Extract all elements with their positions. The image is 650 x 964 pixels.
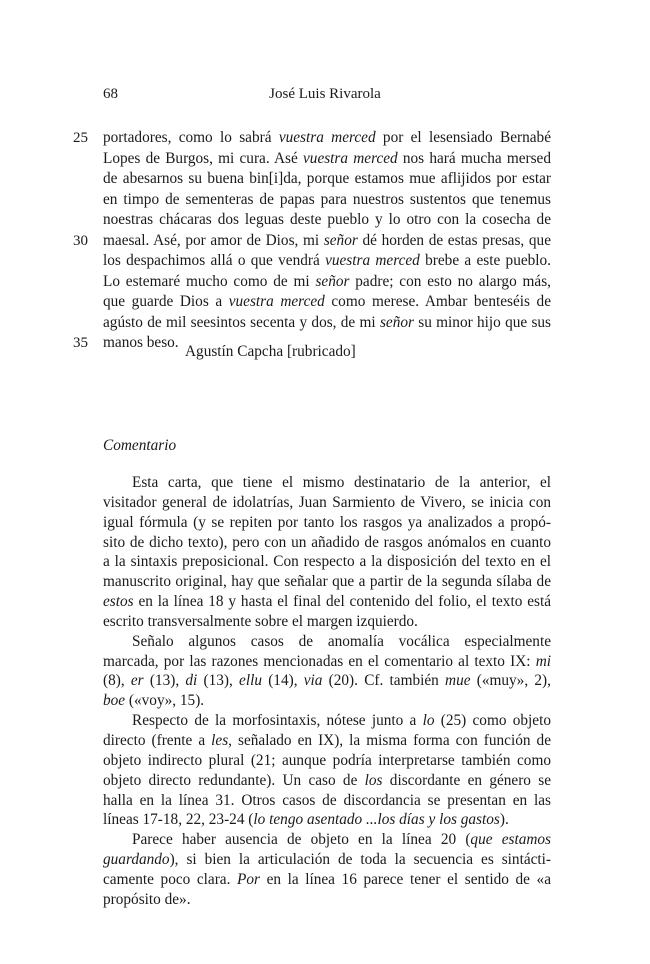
- italic-text: lo: [422, 712, 435, 730]
- italic-text: er: [130, 672, 144, 690]
- text-run: noestras chácaras dos leguas deste pueblo y lo otro con la cosecha de: [103, 211, 551, 228]
- comment-body: [103, 473, 551, 910]
- text-run: maesal. Asé, por amor de Dios, mi: [103, 231, 324, 249]
- text-run: ), si bien la articulación de toda la secuencia es sintácti-: [169, 851, 551, 869]
- text-run: halla en la línea 31. Otros casos de discordancia se presentan en las: [103, 791, 551, 809]
- italic-text: guardando: [103, 851, 170, 869]
- italic-text: señor: [315, 272, 350, 290]
- text-run: discordante en género se: [382, 771, 551, 789]
- text-run: manuscrito original, hay que señalar que a partir de la segunda sílaba de: [103, 573, 551, 591]
- text-run: Lo estemaré mucho como de mi: [103, 272, 316, 290]
- text-run: que guarde Dios a: [103, 293, 229, 310]
- comment-line: [103, 810, 551, 830]
- italic-text: mue: [445, 672, 471, 690]
- italic-text: señor: [323, 231, 358, 249]
- comment-line: [103, 513, 551, 533]
- italic-text: via: [303, 672, 323, 690]
- text-run: camente poco clara.: [103, 870, 238, 888]
- text-run: manos beso.: [103, 334, 179, 351]
- text-run: brebe a este pueblo.: [419, 252, 552, 269]
- text-run: (25) como objeto: [434, 712, 551, 730]
- transcription-line: [73, 128, 551, 149]
- italic-text: vuestra merced: [325, 252, 420, 269]
- text-run: dé horden de estas presas, que: [357, 231, 551, 249]
- comment-line: [103, 751, 551, 771]
- comment-line: [103, 552, 551, 572]
- text-run: a la sintaxis preposicional. Con respecto a la disposición del texto en el: [103, 553, 551, 571]
- italic-text: boe: [103, 692, 126, 710]
- text-run: , señalado en IX), la misma forma con función de: [228, 731, 551, 749]
- italic-text: vuestra merced: [303, 149, 398, 167]
- text-run: («muy», 2),: [470, 672, 551, 690]
- comment-line: [103, 612, 551, 632]
- italic-text: que estamos: [470, 831, 551, 849]
- text-run: marcada, por las razones mencionadas en el comentario al texto IX:: [103, 652, 536, 670]
- transcription-line: [103, 313, 551, 334]
- comment-line: [103, 771, 551, 791]
- italic-text: Por: [237, 870, 260, 888]
- comment-line: [103, 533, 551, 553]
- comment-line: [103, 850, 551, 870]
- transcription-line: [103, 190, 551, 211]
- comment-line: [103, 632, 551, 652]
- text-run: en la línea 18 y hasta el final del contenido del folio, el texto está: [133, 593, 551, 611]
- comment-line: [103, 791, 551, 811]
- comment-line: [103, 473, 551, 493]
- text-run: (20). Cf. también: [322, 672, 446, 690]
- comment-line: [103, 890, 551, 910]
- italic-text: vuestra merced: [278, 129, 376, 146]
- transcription-line: [103, 210, 551, 231]
- text-run: líneas 17-18, 22, 23-24 (: [103, 811, 254, 829]
- text-run: portadores, como lo sabrá: [103, 129, 279, 146]
- transcription-line: [73, 231, 551, 252]
- text-run: (13),: [197, 672, 240, 690]
- text-run: sito de dicho texto), pero con un añadido de rasgos anómalos en cuanto: [103, 533, 551, 551]
- comment-line: [103, 652, 551, 672]
- transcription-line: [103, 251, 551, 272]
- text-run: (13),: [143, 672, 186, 690]
- comment-line: [103, 830, 551, 850]
- comment-line: [103, 493, 551, 513]
- italic-text: señor: [379, 313, 414, 331]
- text-run: Esta carta, que tiene el mismo destinatario de la anterior, el: [132, 474, 551, 491]
- text-run: visitador general de idolatrías, Juan Sarmiento de Vivero, se inicia con: [103, 493, 551, 511]
- line-number: 35: [73, 335, 88, 351]
- text-run: agústo de mil seesintos secenta y dos, de mi: [103, 313, 380, 331]
- transcription-line: [103, 272, 551, 293]
- text-run: propósito de».: [103, 890, 191, 908]
- text-run: los despachimos allá o que vendrá: [103, 252, 326, 269]
- italic-text: vuestra merced: [228, 293, 325, 310]
- text-run: escrito transversalmente sobre el margen izquierdo.: [103, 612, 418, 630]
- text-run: ).: [499, 811, 509, 829]
- text-run: por el lesensiado Bernabé: [375, 129, 551, 146]
- signature: Agustín Capcha [rubricado]: [185, 343, 356, 360]
- comment-title: Comentario: [103, 437, 177, 454]
- comment-line: [103, 731, 551, 751]
- comment-line: [103, 592, 551, 612]
- italic-text: estos: [103, 593, 134, 611]
- text-run: en la línea 16 parece tener el sentido de «a: [259, 870, 551, 888]
- page-number: 68: [103, 86, 118, 102]
- comment-line: [103, 671, 551, 691]
- text-run: objeto directo redundante). Un caso de: [103, 771, 365, 789]
- italic-text: los: [364, 771, 383, 789]
- text-run: objeto indirecto plural (21; aunque podría interpretarse también como: [103, 751, 551, 769]
- italic-text: di: [185, 672, 198, 690]
- transcription-block: [73, 128, 552, 354]
- text-run: Respecto de la morfosintaxis, nótese junto a: [132, 712, 423, 730]
- italic-text: ellu: [239, 672, 262, 690]
- comment-line: [103, 870, 551, 890]
- text-run: Señalo algunos casos de anomalía vocálica especialmente: [132, 632, 551, 650]
- transcription-line: [103, 149, 551, 170]
- comment-line: [103, 691, 551, 711]
- italic-text: lo tengo asentado ...los días y los gastos: [253, 811, 500, 829]
- comment-line: [103, 711, 551, 731]
- italic-text: les: [211, 731, 229, 749]
- text-run: Lopes de Burgos, mi cura. Asé: [103, 149, 303, 167]
- text-run: Parece haber ausencia de objeto en la línea 20 (: [132, 831, 471, 849]
- line-number: 30: [73, 232, 88, 249]
- text-run: (14),: [262, 672, 304, 690]
- text-run: como merese. Ambar benteséis de: [324, 293, 551, 310]
- text-run: (8),: [103, 672, 131, 690]
- italic-text: mi: [535, 652, 551, 670]
- text-run: padre; con esto no alargo más,: [349, 272, 551, 290]
- line-number: 25: [73, 130, 88, 146]
- transcription-line: [103, 292, 551, 313]
- text-run: («voy», 15).: [125, 692, 205, 710]
- text-run: directo (frente a: [103, 731, 212, 749]
- running-head-author: José Luis Rivarola: [269, 86, 381, 102]
- text-run: en timpo de sementeras de papas para nuestros sustentos que tenemus: [103, 190, 551, 208]
- text-run: nos hará mucha mersed: [397, 149, 551, 167]
- text-run: de abesarnos su buena bin[i]da, porque estamos mue aflijidos por estar: [103, 170, 551, 187]
- comment-line: [103, 572, 551, 592]
- text-run: igual fórmula (y se repiten por tanto los rasgos ya analizados a propó-: [103, 513, 551, 531]
- text-run: su minor hijo que sus: [413, 313, 552, 331]
- transcription-line: [103, 169, 551, 190]
